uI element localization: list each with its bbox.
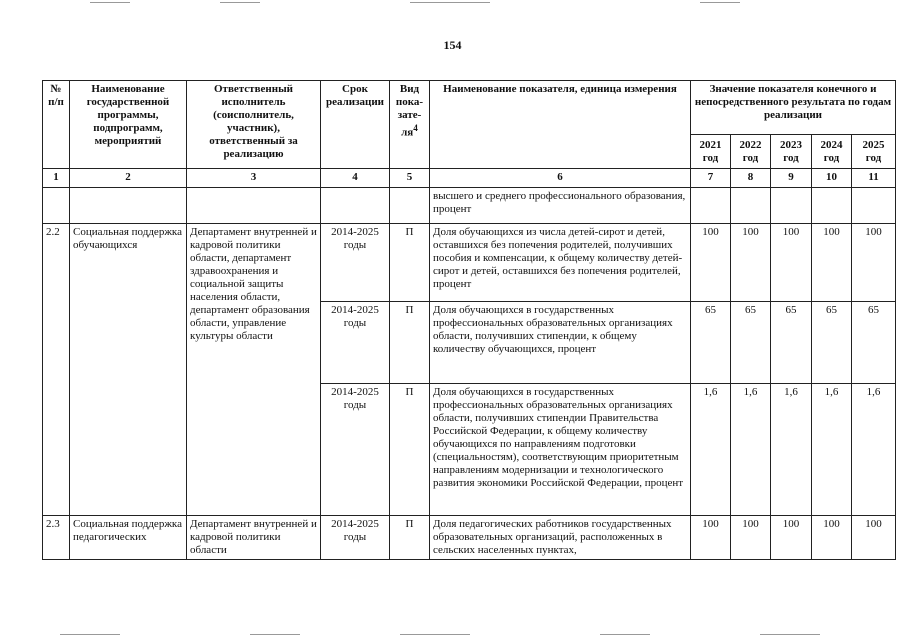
header-year: 2025 год [852,135,896,169]
scan-artifact [410,2,490,3]
scan-artifact [760,634,820,635]
column-number: 3 [187,169,321,188]
empty-cell [321,188,390,224]
empty-cell [771,188,812,224]
indicator-cell: Доля обучающихся в государственных профессиональных образовательных организациях области, получивших стипендии, к общему количеству обучающихся, процент [430,302,691,384]
column-number-row [43,169,896,188]
value-2023: 65 [771,302,812,384]
column-number: 9 [771,169,812,188]
value-2021: 65 [691,302,731,384]
value-2025: 100 [852,516,896,560]
header-year: 2024 год [812,135,852,169]
empty-cell [812,188,852,224]
header-row [43,81,896,135]
period-cell: 2014-2025 годы [321,516,390,560]
row-number: 2.3 [43,516,70,560]
program-table [42,80,896,560]
table-row [43,516,896,560]
value-2025: 1,6 [852,384,896,516]
empty-cell [731,188,771,224]
column-number: 8 [731,169,771,188]
program-name: Социальная поддержка педагогических [70,516,187,560]
value-2022: 100 [731,224,771,302]
empty-cell [390,188,430,224]
value-2021: 100 [691,224,731,302]
indicator-cell: высшего и среднего профессионального образования, процент [430,188,691,224]
value-2023: 100 [771,516,812,560]
row-number: 2.2 [43,224,70,516]
empty-cell [70,188,187,224]
program-name: Социальная поддержка обучающихся [70,224,187,516]
value-2021: 100 [691,516,731,560]
scan-artifact [220,2,260,3]
value-2024: 100 [812,516,852,560]
scan-artifact [700,2,740,3]
value-2021: 1,6 [691,384,731,516]
header-type [390,81,430,169]
period-cell: 2014-2025 годы [321,384,390,516]
value-2025: 65 [852,302,896,384]
type-cell: П [390,384,430,516]
type-cell: П [390,302,430,384]
value-2022: 1,6 [731,384,771,516]
header-period: Срок реализации [321,81,390,169]
indicator-cell: Доля обучающихся в государственных профессиональных образовательных организациях области, получивших стипендии Правительства Российской Федерации, к общему количеству обучающихся по направлениям подготовки (специальностям), соответствующим приоритетным направлениям модернизации и технологического развития экономики Российской Федерации, процент [430,384,691,516]
type-cell: П [390,224,430,302]
column-number: 5 [390,169,430,188]
empty-cell [43,188,70,224]
empty-cell [852,188,896,224]
executor-cell: Департамент внутренней и кадровой политики области [187,516,321,560]
scan-artifact [250,634,300,635]
header-year: 2022 год [731,135,771,169]
column-number: 1 [43,169,70,188]
column-number: 2 [70,169,187,188]
column-number: 10 [812,169,852,188]
value-2022: 100 [731,516,771,560]
table-row [43,224,896,302]
continuation-row [43,188,896,224]
period-cell: 2014-2025 годы [321,302,390,384]
empty-cell [691,188,731,224]
header-executor: Ответственный исполнитель (соисполнитель, участник), ответственный за реализацию [187,81,321,169]
header-year: 2021 год [691,135,731,169]
header-name: Наименование государственной программы, подпрограмм, мероприятий [70,81,187,169]
column-number: 11 [852,169,896,188]
executor-cell: Департамент внутренней и кадровой политики области, департамент здравоохранения и социальной защиты населения области, департамент образования области, управление культуры области [187,224,321,516]
scan-artifact [60,634,120,635]
header-values: Значение показателя конечного и непосредственного результата по годам реализации [691,81,896,135]
value-2024: 65 [812,302,852,384]
value-2024: 1,6 [812,384,852,516]
header-num: № п/п [43,81,70,169]
header-type-label: Вид пока-зате-ля [395,83,424,139]
value-2025: 100 [852,224,896,302]
value-2022: 65 [731,302,771,384]
empty-cell [187,188,321,224]
header-year: 2023 год [771,135,812,169]
column-number: 4 [321,169,390,188]
column-number: 6 [430,169,691,188]
indicator-cell: Доля педагогических работников государственных образовательных организаций, расположенных в сельских населенных пунктах, [430,516,691,560]
scan-artifact [600,634,650,635]
column-number: 7 [691,169,731,188]
scan-artifact [90,2,130,3]
page-number: 154 [443,38,462,52]
scan-artifact [400,634,470,635]
value-2023: 1,6 [771,384,812,516]
indicator-cell: Доля обучающихся из числа детей-сирот и детей, оставшихся без попечения родителей, получивших пособия и компенсации, к общему количеству детей-сирот и детей, оставшихся без попечения родителей, процент [430,224,691,302]
value-2023: 100 [771,224,812,302]
value-2024: 100 [812,224,852,302]
type-cell: П [390,516,430,560]
header-indicator: Наименование показателя, единица измерения [430,81,691,169]
period-cell: 2014-2025 годы [321,224,390,302]
footnote-marker: 4 [413,123,418,133]
